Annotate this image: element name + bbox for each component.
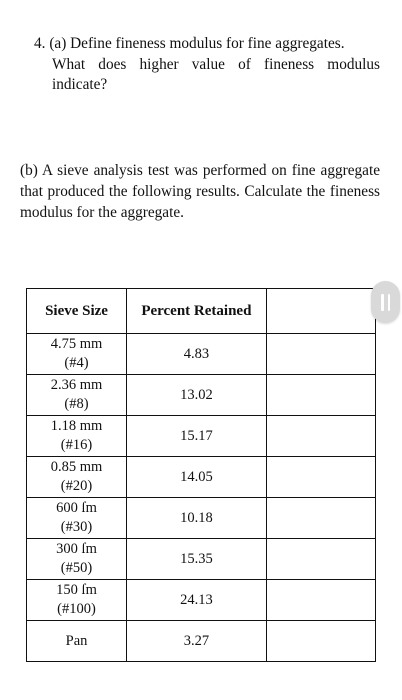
grip-lines-icon	[381, 294, 384, 311]
table-row	[27, 416, 376, 457]
percent-retained-cell: 13.02	[127, 375, 267, 416]
question-a	[34, 34, 380, 96]
table-row	[27, 375, 376, 416]
empty-cell	[266, 457, 375, 498]
empty-cell	[266, 621, 375, 662]
percent-retained-cell: 4.83	[127, 334, 267, 375]
scroll-handle[interactable]	[371, 281, 400, 323]
question-a-text: What does higher value of fineness modulus indicate?	[52, 55, 380, 93]
table-row	[27, 621, 376, 662]
sieve-size-cell: 300 ſm (#50)	[27, 539, 127, 580]
percent-retained-cell: 24.13	[127, 580, 267, 621]
empty-cell	[266, 539, 375, 580]
sieve-size-cell: 1.18 mm (#16)	[27, 416, 127, 457]
percent-retained-cell: 15.35	[127, 539, 267, 580]
table-row	[27, 457, 376, 498]
header-empty	[266, 289, 375, 334]
empty-cell	[266, 416, 375, 457]
question-b	[20, 160, 380, 223]
grip-lines-icon	[388, 294, 391, 311]
table-row	[27, 539, 376, 580]
sieve-size-cell: 600 ſm (#30)	[27, 498, 127, 539]
sieve-size-cell: 4.75 mm (#4)	[27, 334, 127, 375]
header-sieve-size: Sieve Size	[27, 289, 127, 334]
header-percent-retained: Percent Retained	[127, 289, 267, 334]
table-row	[27, 580, 376, 621]
sieve-size-cell: Pan	[27, 621, 127, 662]
empty-cell	[266, 580, 375, 621]
question-b-label: (b)	[20, 162, 38, 179]
question-b-text: A sieve analysis test was performed on fine aggregate that produced the following results. Calculate the fineness modulus for the aggregate.	[20, 162, 380, 221]
percent-retained-cell: 14.05	[127, 457, 267, 498]
table-row	[27, 498, 376, 539]
table-header-row	[27, 289, 376, 334]
sieve-size-cell: 150 ſm (#100)	[27, 580, 127, 621]
empty-cell	[266, 498, 375, 539]
sieve-analysis-table	[26, 288, 376, 662]
empty-cell	[266, 375, 375, 416]
sieve-size-cell: 0.85 mm (#20)	[27, 457, 127, 498]
question-number: 4.	[34, 35, 46, 52]
percent-retained-cell: 15.17	[127, 416, 267, 457]
sieve-size-cell: 2.36 mm (#8)	[27, 375, 127, 416]
percent-retained-cell: 3.27	[127, 621, 267, 662]
question-a-line1: (a) Define fineness modulus for fine aggregates.	[49, 35, 345, 52]
table-row	[27, 334, 376, 375]
empty-cell	[266, 334, 375, 375]
percent-retained-cell: 10.18	[127, 498, 267, 539]
